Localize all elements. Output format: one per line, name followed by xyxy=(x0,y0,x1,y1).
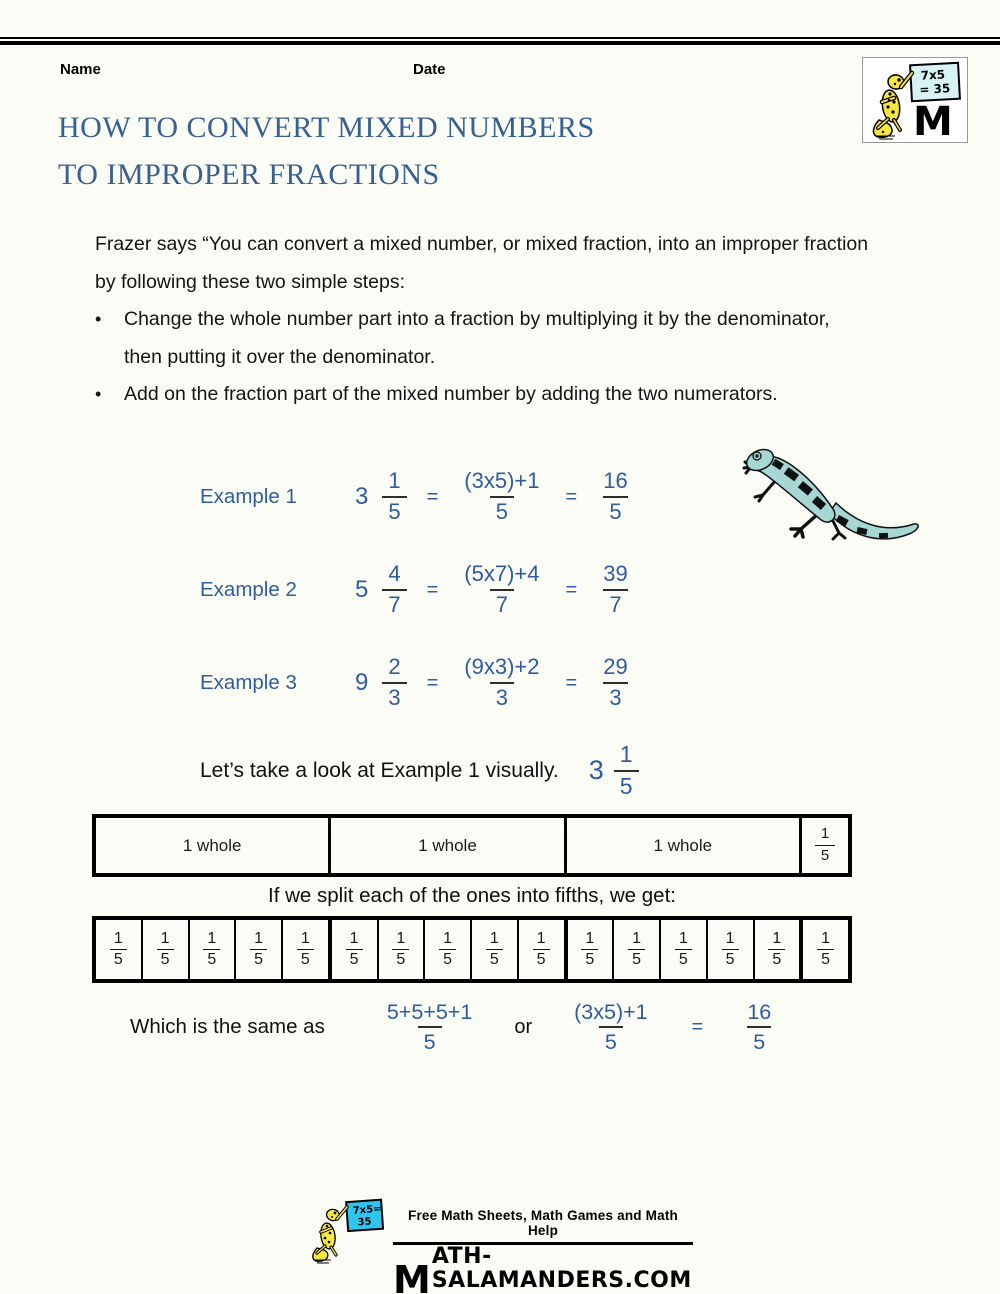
numerator: 1 xyxy=(772,930,782,948)
date-label: Date xyxy=(413,61,446,78)
denominator: 5 xyxy=(599,1026,623,1054)
conclusion-row xyxy=(130,1000,785,1054)
denominator: 7 xyxy=(382,589,406,618)
footer-text-column xyxy=(393,1198,693,1293)
denominator: 5 xyxy=(297,949,314,969)
numerator: 1 xyxy=(585,930,595,948)
fifth-cell xyxy=(803,920,848,979)
intro-block xyxy=(95,226,873,414)
denominator: 5 xyxy=(250,949,267,969)
page-title-line2: TO IMPROPER FRACTIONS xyxy=(58,158,440,191)
fifth-cell xyxy=(143,920,190,979)
denominator: 5 xyxy=(157,949,174,969)
denominator: 5 xyxy=(533,949,550,969)
visual-fraction xyxy=(614,742,639,800)
fifth-cell xyxy=(379,920,426,979)
fifth-cell xyxy=(708,920,755,979)
denominator: 5 xyxy=(817,949,834,969)
denominator: 5 xyxy=(110,949,127,969)
numerator: 1 xyxy=(632,930,642,948)
bullet-item-2 xyxy=(95,376,873,414)
footer xyxy=(0,1198,1000,1293)
whole-cell-1: 1 whole xyxy=(96,818,331,873)
fifth-cell xyxy=(96,920,143,979)
denominator: 5 xyxy=(203,949,220,969)
numerator: 29 xyxy=(603,654,628,680)
visual-example-row xyxy=(200,742,639,800)
numerator: 1 xyxy=(678,930,688,948)
numerator: 2 xyxy=(388,654,401,680)
whole-bar-table xyxy=(92,814,852,877)
numerator: 1 xyxy=(254,930,264,948)
example-3-fraction xyxy=(382,655,406,710)
example-2-whole: 5 xyxy=(355,576,369,603)
denominator: 5 xyxy=(722,949,739,969)
name-label: Name xyxy=(60,61,101,78)
or-word: or xyxy=(514,1015,533,1038)
example-1-result xyxy=(597,469,633,524)
example-1-working xyxy=(458,469,545,524)
numerator: 1 xyxy=(160,930,170,948)
numerator: 1 xyxy=(820,825,830,843)
fifth-cell-group-end xyxy=(519,920,568,979)
example-3-row xyxy=(200,646,920,720)
denominator: 5 xyxy=(346,949,363,969)
footer-tagline: Free Math Sheets, Math Games and Math Help xyxy=(408,1208,678,1238)
logo-letter-m: M xyxy=(913,99,953,140)
numerator: 1 xyxy=(443,930,453,948)
fifth-cell xyxy=(614,920,661,979)
fifth-cell xyxy=(472,920,519,979)
fifth-end-cell xyxy=(802,818,848,873)
example-2-working xyxy=(458,562,545,617)
numerator: 1 xyxy=(489,930,499,948)
equals-sign: = xyxy=(565,671,578,694)
fifth-cell xyxy=(236,920,283,979)
bullet-dot: • xyxy=(95,384,102,404)
numerator: 1 xyxy=(396,930,406,948)
example-2-row xyxy=(200,553,920,627)
fifth-cell-group-end xyxy=(755,920,804,979)
example-2-fraction xyxy=(382,562,406,617)
footer-board-top: 7x5= xyxy=(352,1203,382,1217)
footer-board-bottom: 35 xyxy=(357,1216,372,1229)
conclusion-label: Which is the same as xyxy=(130,1015,325,1039)
equals-sign: = xyxy=(565,485,578,508)
denominator: 5 xyxy=(581,949,598,969)
denominator: 7 xyxy=(490,589,514,618)
numerator: (9x3)+2 xyxy=(464,654,540,680)
board-text-bottom: = 35 xyxy=(919,81,951,97)
example-2-label: Example 2 xyxy=(200,578,297,601)
numerator: 1 xyxy=(349,930,359,948)
denominator: 5 xyxy=(815,845,835,865)
fifth-cell xyxy=(332,920,379,979)
numerator: 4 xyxy=(388,561,401,587)
brand-letter-m: M xyxy=(393,1258,431,1294)
example-1-fraction xyxy=(382,469,406,524)
salamander-icon xyxy=(733,437,923,552)
fifths-table xyxy=(92,916,852,983)
numerator: 1 xyxy=(619,741,633,767)
example-1-label: Example 1 xyxy=(200,485,297,508)
equals-sign: = xyxy=(426,485,439,508)
denominator: 5 xyxy=(768,949,785,969)
denominator: 5 xyxy=(486,949,503,969)
numerator: 16 xyxy=(747,1000,772,1024)
denominator: 3 xyxy=(382,682,406,711)
equals-sign: = xyxy=(426,671,439,694)
denominator: 5 xyxy=(439,949,456,969)
example-3-working xyxy=(458,655,545,710)
numerator: 1 xyxy=(300,930,310,948)
split-caption: If we split each of the ones into fifths, we get: xyxy=(268,884,676,907)
numerator: 1 xyxy=(536,930,546,948)
numerator: 1 xyxy=(821,930,831,948)
visual-lead-text: Let’s take a look at Example 1 visually. xyxy=(200,758,559,782)
numerator: 1 xyxy=(207,930,217,948)
example-1-whole: 3 xyxy=(355,483,369,510)
denominator: 5 xyxy=(382,496,406,525)
top-rule-thick xyxy=(0,41,1000,45)
denominator: 5 xyxy=(392,949,409,969)
denominator: 5 xyxy=(614,770,639,800)
denominator: 3 xyxy=(490,682,514,711)
numerator: (3x5)+1 xyxy=(574,1000,648,1024)
example-2-result xyxy=(597,562,633,617)
numerator: (3x5)+1 xyxy=(464,468,540,494)
denominator: 5 xyxy=(675,949,692,969)
page-title xyxy=(58,104,595,198)
visual-whole: 3 xyxy=(588,755,604,786)
whole-cell-3: 1 whole xyxy=(567,818,802,873)
equals-sign: = xyxy=(426,578,439,601)
result-fraction xyxy=(733,1000,785,1054)
numerator: 1 xyxy=(725,930,735,948)
math-salamanders-logo xyxy=(862,57,968,143)
footer-brand xyxy=(393,1245,693,1293)
denominator: 5 xyxy=(628,949,645,969)
numerator: 5+5+5+1 xyxy=(386,1000,473,1024)
example-3-label: Example 3 xyxy=(200,671,297,694)
equals-sign: = xyxy=(691,1015,704,1038)
bullet-text: Add on the fraction part of the mixed number by adding the two numerators. xyxy=(124,383,778,405)
fraction-one-fifth xyxy=(815,826,835,865)
fifth-cell-group-end xyxy=(283,920,332,979)
brand-text: ATH-SALAMANDERS.COM xyxy=(431,1244,692,1294)
sum-fraction xyxy=(373,1000,487,1054)
denominator: 5 xyxy=(747,1026,771,1054)
page-title-line1: HOW TO CONVERT MIXED NUMBERS xyxy=(58,111,595,144)
example-3-result xyxy=(597,655,633,710)
bullet-item-1 xyxy=(95,301,873,376)
top-rule-thin xyxy=(0,37,1000,39)
whole-cell-2: 1 whole xyxy=(331,818,566,873)
numerator: 16 xyxy=(603,468,628,494)
fifth-cell xyxy=(425,920,472,979)
numerator: (5x7)+4 xyxy=(464,561,540,587)
example-3-whole: 9 xyxy=(355,669,369,696)
equals-sign: = xyxy=(565,578,578,601)
footer-logo-lockup xyxy=(307,1198,693,1293)
fifth-cell xyxy=(661,920,708,979)
denominator: 5 xyxy=(490,496,514,525)
denominator: 5 xyxy=(603,496,627,525)
salamander-illustration xyxy=(733,437,923,557)
denominator: 3 xyxy=(603,682,627,711)
bullet-dot: • xyxy=(95,309,102,329)
fifth-cell xyxy=(190,920,237,979)
product-fraction xyxy=(560,1000,662,1054)
intro-paragraph: Frazer says “You can convert a mixed number, or mixed fraction, into an improper fraction by following these two simple steps: xyxy=(95,233,869,293)
numerator: 1 xyxy=(113,930,123,948)
fifth-cell xyxy=(568,920,615,979)
board-text-top: 7x5 xyxy=(920,67,946,83)
bullet-text: Change the whole number part into a fraction by multiplying it by the denominator, then putting it over the denominator. xyxy=(124,308,830,368)
numerator: 1 xyxy=(388,468,401,494)
numerator: 39 xyxy=(603,561,628,587)
chalkboard-salamander-icon xyxy=(865,60,965,140)
footer-salamander-icon xyxy=(307,1198,387,1264)
denominator: 7 xyxy=(603,589,627,618)
denominator: 5 xyxy=(418,1026,442,1054)
